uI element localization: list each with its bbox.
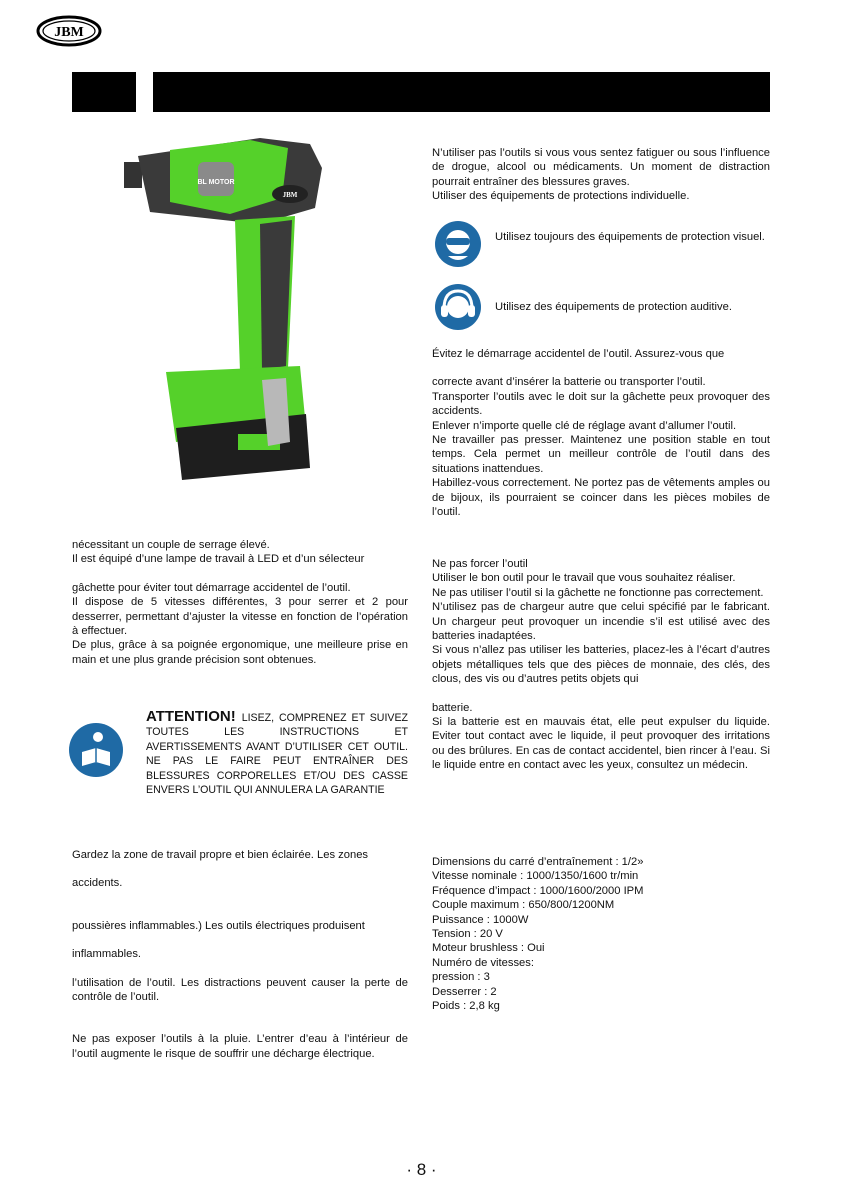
ear-protection-text: Utilisez des équipements de protection auditive. [495,301,732,313]
eye-protection-text: Utilisez toujours des équipements de protection visuel. [495,231,765,243]
page-number: · 8 · [406,1160,437,1179]
spec-item: Desserrer : 2 [432,985,497,998]
paragraph: gâchette pour éviter tout démarrage accidentel de l’outil. [72,581,351,594]
spec-item: Vitesse nominale : 1000/1350/1600 tr/min [432,870,639,883]
paragraph: inflammables. [72,948,142,961]
paragraph: Il est équipé d’une lampe de travail à LED et d’un sélecteur [72,553,365,566]
paragraph: poussières inflammables.) Les outils électriques produisent [72,919,365,932]
paragraph: accidents. [72,877,123,890]
impact-wrench-image [110,128,340,498]
section-header-number-box [72,72,136,112]
section-header-bar [153,72,770,112]
paragraph: l’utilisation de l’outil. Les distractions peuvent causer la perte de contrôle de l’outil. [72,976,408,1004]
logo-text: JBM [54,25,84,40]
tool-label: BL MOTOR [197,179,235,186]
paragraph: Ne pas exposer l’outils à la pluie. L’entrer d’eau à l’intérieur de l’outil augmente le risque de souffrir une décharge électrique. [72,1033,408,1060]
spec-item: Tension : 20 V [432,928,503,941]
spec-item: Fréquence d’impact : 1000/1600/2000 IPM [432,884,644,897]
paragraph: Ne pas forcer l’outil [432,558,528,570]
paragraph: Ne travailler pas presser. Maintenez une position stable en tout temps. Cela permet un meilleur contrôle de l’outil dans des situations inattendues. [432,434,770,475]
warning-block [146,710,408,797]
paragraph: De plus, grâce à sa poignée ergonomique, une meilleure prise en main et une plus grande précision sont obtenues. [72,639,408,666]
paragraph: Utiliser des équipements de protections individuelle. [432,190,690,203]
spec-item: Numéro de vitesses: [432,956,534,969]
warning-title: ATTENTION! [146,708,236,725]
eye-protection-icon [434,220,482,268]
paragraph: Évitez le démarrage accidentel de l’outil. Assurez-vous que [432,348,725,360]
paragraph: Il dispose de 5 vitesses différentes, 3 pour serrer et 2 pour desserrer, permettant d’ajuster la vitesse en fonction de l’opération à effectuer. [72,596,408,638]
right-lower-text [432,557,770,773]
paragraph: Gardez la zone de travail propre et bien éclairée. Les zones [72,849,369,861]
tool-brand-label: JBM [282,191,298,199]
spec-item: Puissance : 1000W [432,913,529,926]
ear-protection-icon [434,283,482,331]
paragraph: Habillez-vous correctement. Ne portez pas de vêtements amples ou de bijoux, ils pourraient se coincer dans les pièces mobiles de l’outil. [432,477,770,519]
warning-body: LISEZ, COMPRENEZ ET SUIVEZ TOUTES LES INSTRUCTIONS ET AVERTISSEMENTS AVANT D’UTILISER CET OUTIL. NE PAS LE FAIRE PEUT ENTRAÎNER DES BLESSURES CORPORELLES ET/OU DES CASSE ENVERS L’OUTIL QUI ANNULERA LA GARANTIE [146,712,408,797]
right-middle-text [432,347,770,519]
spec-item: Moteur brushless : Oui [432,942,545,955]
paragraph: N’utiliser pas l’outils si vous vous sentez fatiguer ou sous l’influence de drogue, alcool ou médicaments. Un moment de distraction pourrait entraîner des blessures graves. [432,147,770,188]
paragraph: N’utilisez pas de chargeur autre que celui spécifié par le fabricant. Un chargeur peut provoquer un incendie s’il est utilisé avec des batteries inadaptées. [432,601,770,643]
right-top-text [432,146,770,204]
spec-item: Couple maximum : 650/800/1200NM [432,899,615,912]
paragraph: Si vous n’allez pas utiliser les batteries, placez-les à l’écart d’autres objets métalliques tels que des pièces de monnaie, des clés, des clous, des vis ou d’autres petits objets qui [432,644,770,686]
paragraph: Si la batterie est en mauvais état, elle peut expulser du liquide. Eviter tout contact avec le liquide, il peut provoquer des irritations ou des brûlures. En cas de contact accidentel, bien rincer à l’eau. Si le liquide entre en contact avec les yeux, consultez un médecin. [432,716,770,772]
paragraph: Ne pas utiliser l’outil si la gâchette ne fonctionne pas correctement. [432,586,764,599]
paragraph: Enlever n’importe quelle clé de réglage avant d’allumer l’outil. [432,419,737,432]
paragraph: Transporter l’outils avec le doit sur la gâchette peux provoquer des accidents. [432,390,770,418]
paragraph: Utiliser le bon outil pour le travail que vous souhaitez réaliser. [432,572,736,585]
spec-item: pression : 3 [432,971,490,984]
left-description-text [72,538,408,667]
paragraph: correcte avant d’insérer la batterie ou transporter l’outil. [432,376,706,389]
jbm-logo [36,14,102,48]
paragraph: nécessitant un couple de serrage élevé. [72,539,270,551]
paragraph: batterie. [432,701,473,714]
left-safety-text [72,848,408,1061]
spec-item: Poids : 2,8 kg [432,1000,500,1013]
specifications-list [432,855,770,1013]
read-manual-icon [68,722,124,778]
spec-item: Dimensions du carré d’entraînement : 1/2» [432,856,644,868]
